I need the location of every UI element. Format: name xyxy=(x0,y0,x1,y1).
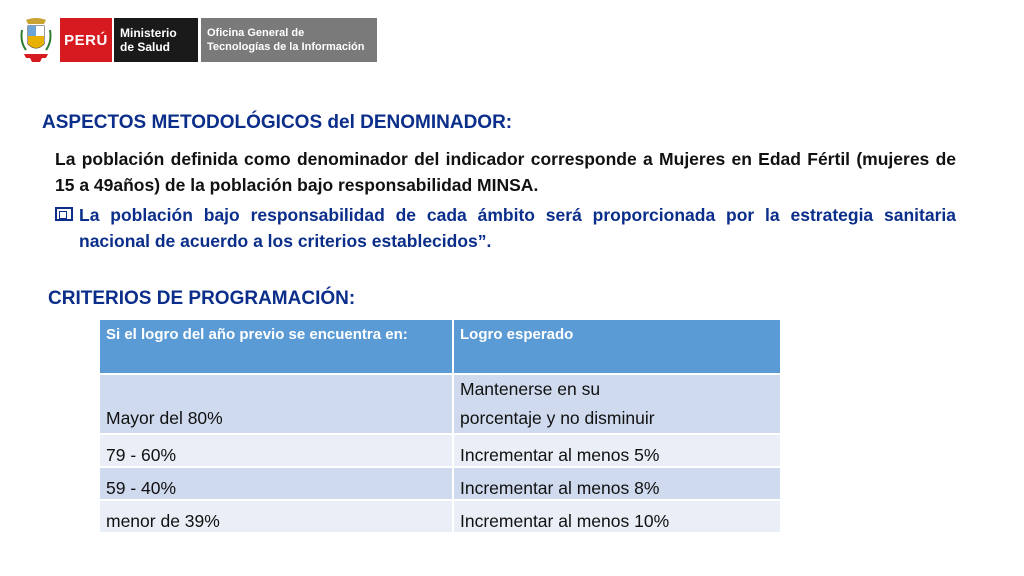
table-row xyxy=(99,467,781,500)
ministry-logo-box xyxy=(114,18,198,62)
expected-cell xyxy=(453,374,781,434)
range-cell: 59 - 40% xyxy=(99,467,453,500)
denominator-paragraph: La población definida como denominador del indicador corresponde a Mujeres en Edad Fértil (mujeres de 15 a 49años) de la población bajo responsabilidad MINSA. xyxy=(55,149,956,195)
section-title-methodology: ASPECTOS METODOLÓGICOS del DENOMINADOR: xyxy=(42,112,513,133)
range-cell: menor de 39% xyxy=(99,500,453,533)
office-line1: Oficina General de xyxy=(207,27,305,39)
range-cell: 79 - 60% xyxy=(99,434,453,467)
expected-text-line1: Mantenerse en su xyxy=(460,379,601,399)
expected-cell: Incrementar al menos 8% xyxy=(453,467,781,500)
header-expected-achievement: Logro esperado xyxy=(453,319,781,374)
table-row xyxy=(99,374,781,434)
expected-cell: Incrementar al menos 5% xyxy=(453,434,781,467)
header-previous-achievement: Si el logro del año previo se encuentra en: xyxy=(99,319,453,374)
bullet-text: La población bajo responsabilidad de cada ámbito será proporcionada por la estrategia sanitaria nacional de acuerdo a los criterios establecidos”. xyxy=(79,205,956,251)
range-text: Mayor del 80% xyxy=(106,408,223,428)
table-row xyxy=(99,500,781,533)
header-logo-bar xyxy=(18,16,377,64)
criteria-table xyxy=(98,318,782,534)
bullet-item xyxy=(55,202,956,254)
ministry-line2: de Salud xyxy=(120,40,171,54)
table-header-row xyxy=(99,319,781,374)
expected-cell: Incrementar al menos 10% xyxy=(453,500,781,533)
coat-of-arms-icon xyxy=(18,16,54,64)
ministry-line1: Ministerio xyxy=(120,26,177,40)
office-line2: Tecnologías de la Información xyxy=(207,41,365,53)
office-logo-box xyxy=(201,18,377,62)
range-cell xyxy=(99,374,453,434)
section-title-criteria: CRITERIOS DE PROGRAMACIÓN: xyxy=(48,288,356,309)
table-row xyxy=(99,434,781,467)
expected-text-line2: porcentaje y no disminuir xyxy=(460,408,655,428)
peru-logo-box xyxy=(60,18,112,62)
checkbox-bullet-icon xyxy=(55,207,73,221)
country-name: PERÚ xyxy=(64,31,108,49)
